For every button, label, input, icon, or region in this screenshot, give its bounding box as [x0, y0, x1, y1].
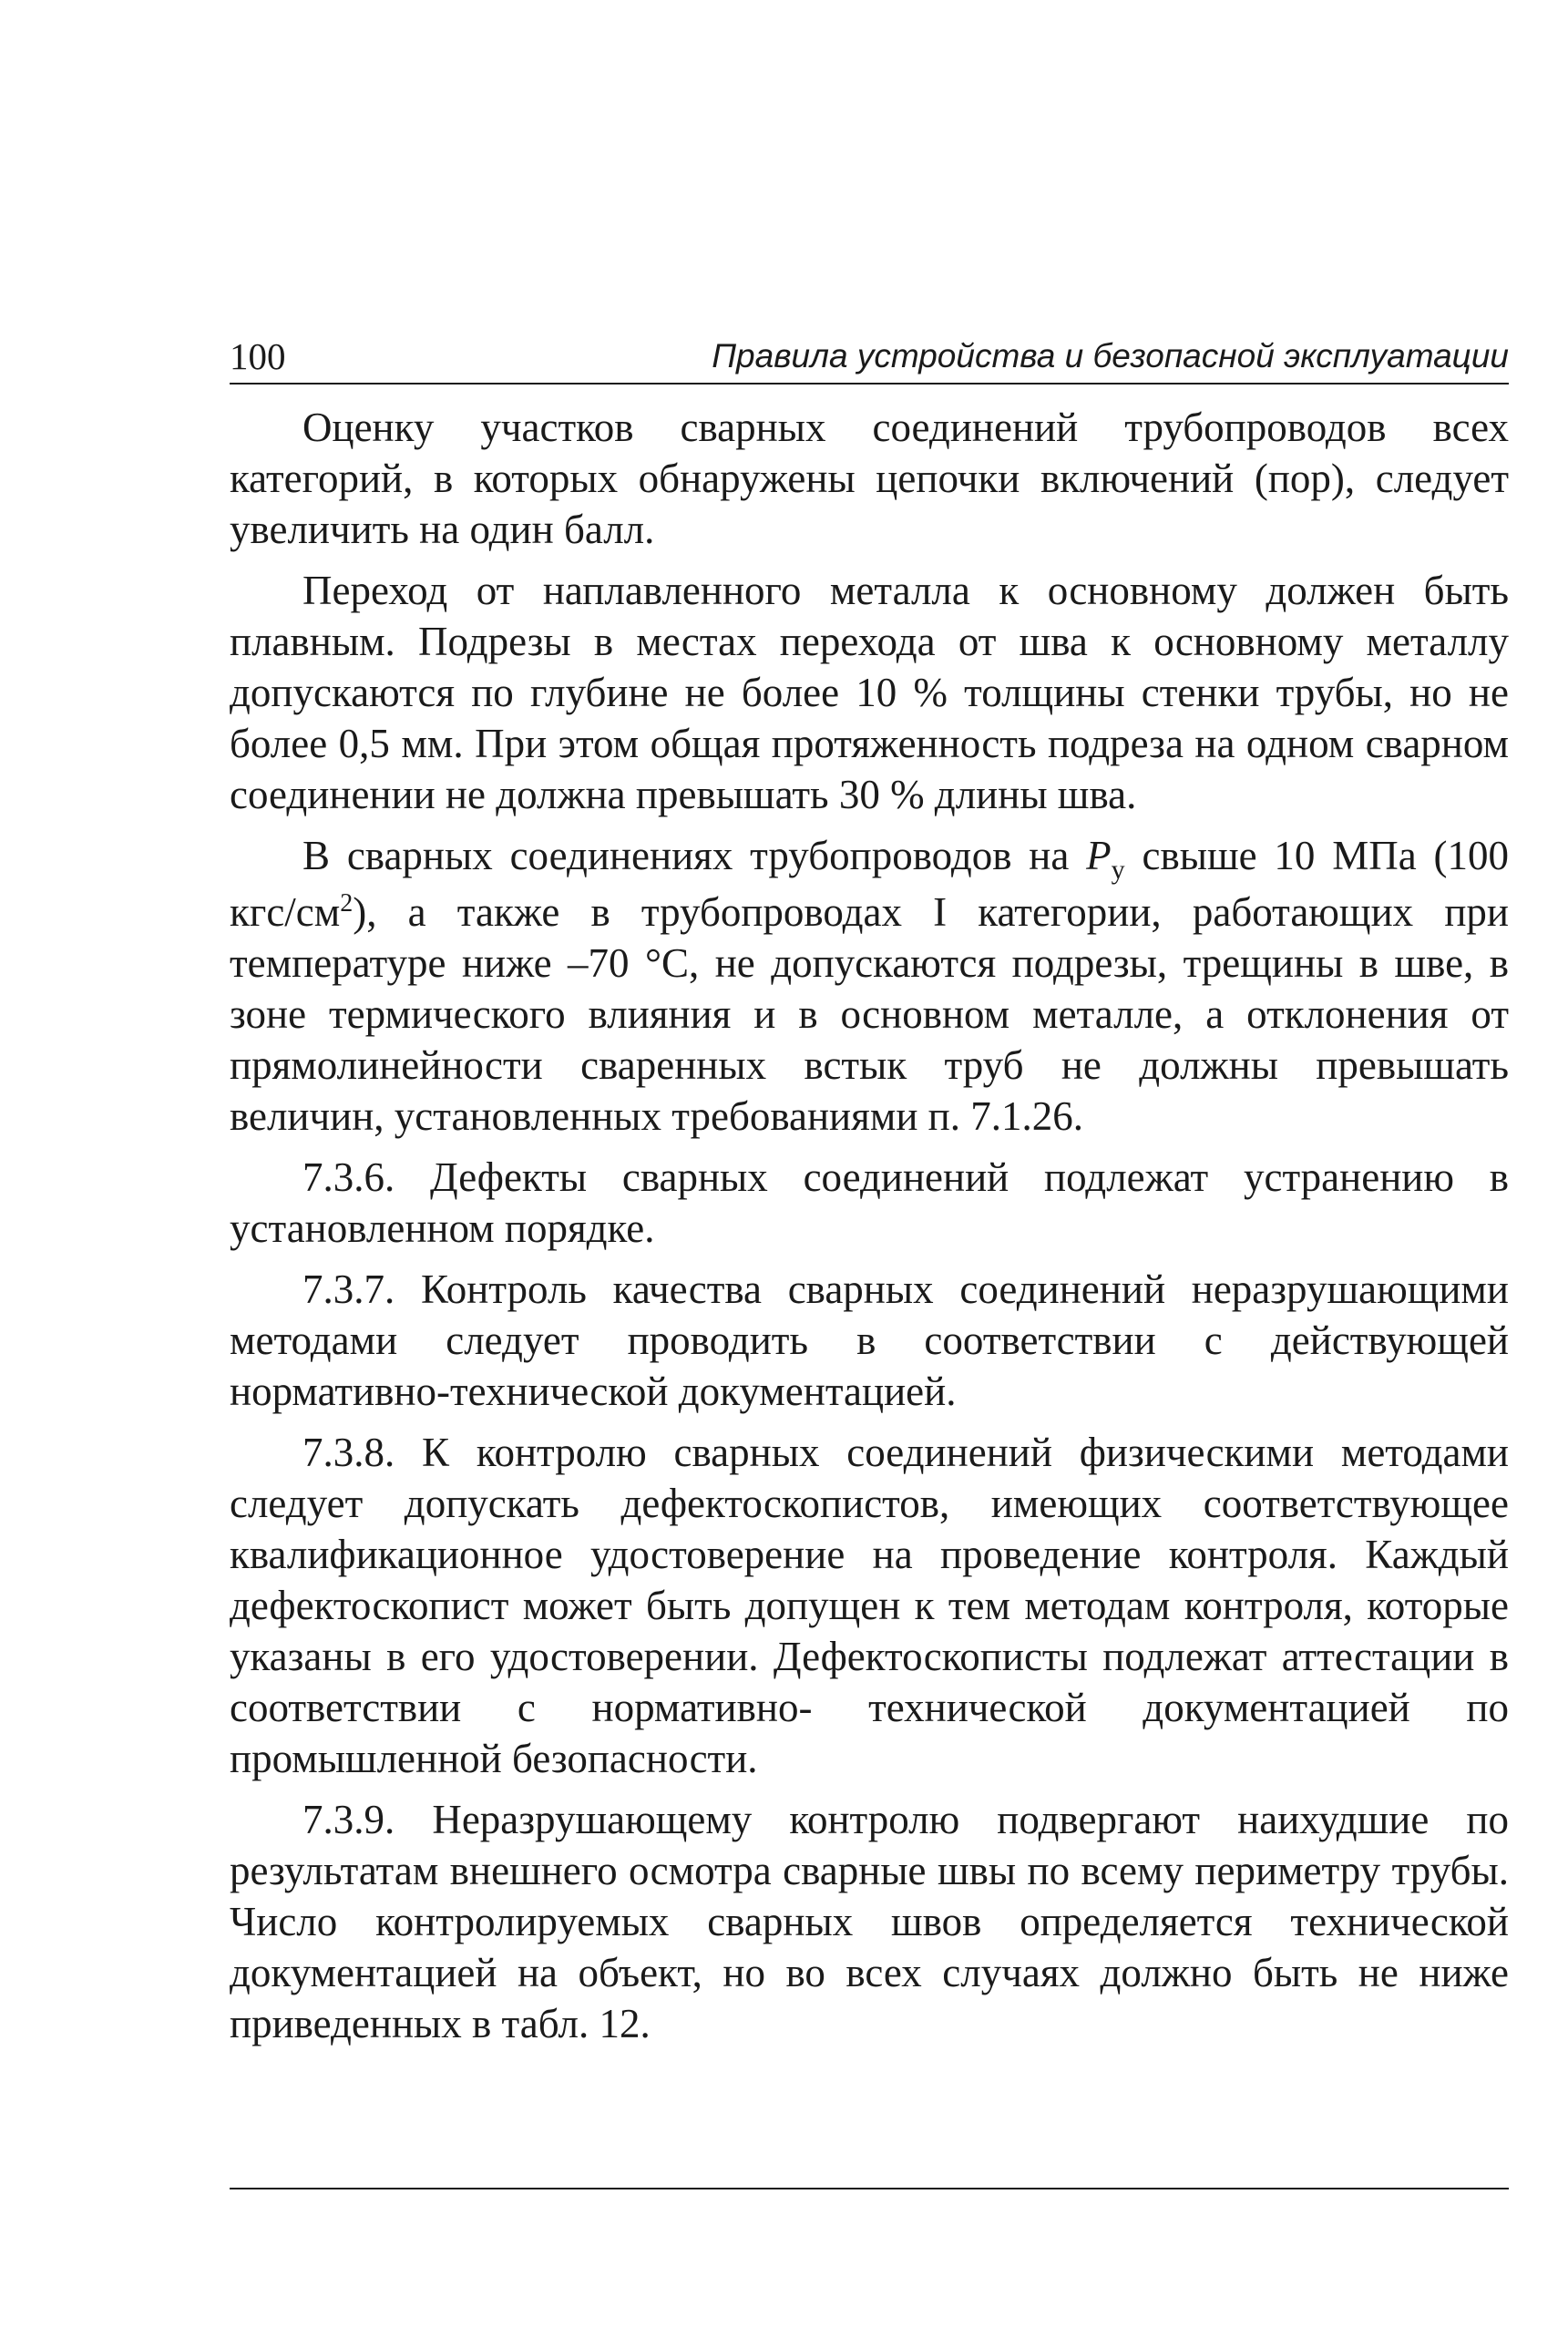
header-rule: [230, 383, 1509, 385]
body-text: [230, 402, 1509, 2049]
paragraph-7-3-9: 7.3.9. Неразрушающему контролю подвергают наихудшие по результатам внешнего осмотра сварные швы по всему периметру трубы. Число контролируемых сварных швов определяется технической документацией на объект, но во всех случаях должно быть не ниже приведенных в табл. 12.: [230, 1797, 1509, 2046]
paragraph-text-part: свыше 10 МПа (100 кгс/см: [230, 833, 1509, 935]
running-title: Правила устройства и безопасной эксплуатации: [712, 337, 1509, 374]
pressure-variable: [1086, 833, 1125, 885]
superscript: 2: [340, 889, 354, 918]
paragraph-high-pressure-welds: [230, 830, 1509, 1142]
page-number: 100: [230, 335, 286, 377]
paragraph-7-3-7: 7.3.7. Контроль качества сварных соединений неразрушающими методами следует проводить в соответствии с действующей нормативно-технической документацией.: [230, 1266, 1509, 1414]
paragraph-weld-chain-inclusions: Оценку участков сварных соединений трубопроводов всех категорий, в которых обнаружены цепочки включений (пор), следует увеличить на один балл.: [230, 405, 1509, 552]
pressure-subscript: у: [1111, 855, 1125, 885]
footer-rule: [230, 2188, 1509, 2189]
paragraph-weld-transition: Переход от наплавленного металла к основному должен быть плавным. Подрезы в местах перехода от шва к основному металлу допускаются по глубине не более 10 % толщины стенки трубы, но не более 0,5 мм. При этом общая протяженность подреза на одном сварном соединении не должна превышать 30 % длины шва.: [230, 568, 1509, 817]
paragraph-7-3-6: 7.3.6. Дефекты сварных соединений подлежат устранению в установленном порядке.: [230, 1154, 1509, 1251]
pressure-symbol: P: [1086, 833, 1112, 878]
paragraph-text-part: ), а также в трубопроводах I категории, работающих при температуре ниже –70 °С, не допускаются подрезы, трещины в шве, в зоне термического влияния и в основном металле, а отклонения от прямолинейности сваренных встык труб не должны превышать величин, установленных требованиями п. 7.1.26.: [230, 889, 1509, 1139]
paragraph-text-part: В сварных соединениях трубопроводов на: [302, 833, 1087, 878]
running-header: [230, 328, 1509, 383]
paragraph-7-3-8: 7.3.8. К контролю сварных соединений физическими методами следует допускать дефектоскопистов, имеющих соответствующее квалификационное удостоверение на проведение контроля. Каждый дефектоскопист может быть допущен к тем методам контроля, которые указаны в его удостоверении. Дефектоскописты подлежат аттестации в соответствии с нормативно- технической документацией по промышленной безопасности.: [230, 1430, 1509, 1781]
